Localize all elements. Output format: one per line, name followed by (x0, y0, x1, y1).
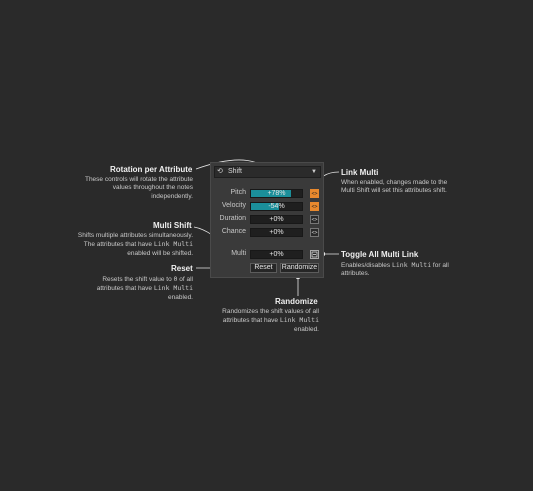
reset-annotation-line2 (60, 284, 193, 293)
velocity-link-multi-toggle[interactable]: <> (311, 204, 318, 210)
duration-link-multi-toggle[interactable]: <> (311, 217, 318, 223)
duration-shift-value: +0% (269, 216, 284, 223)
toggle-all-annotation-line1-text: Enables/disables (341, 262, 391, 269)
mode-dropdown-value: Shift (228, 168, 243, 175)
randomize-annotation-line1: Randomizes the shift values of all (222, 308, 319, 315)
multi-shift-annotation-line3: enabled will be shifted. (127, 249, 193, 257)
chance-link-multi-toggle[interactable]: <> (311, 230, 318, 236)
reset-annotation-line3: enabled. (168, 293, 193, 301)
multi-shift-field[interactable] (250, 250, 303, 259)
randomize-annotation-body (185, 308, 319, 334)
multi-shift-annotation-line2 (55, 240, 193, 249)
multi-shift-value: +0% (269, 251, 284, 258)
reset-annotation-line1-end: of all (179, 276, 193, 283)
velocity-shift-value: -54% (268, 203, 285, 210)
randomize-annotation-line3: enabled. (294, 325, 319, 333)
pitch-link-multi-toggle[interactable]: <> (311, 191, 318, 197)
rotation-annotation-line2: values throughout the notes (112, 184, 193, 192)
reset-button[interactable]: Reset (250, 263, 277, 273)
reset-annotation-title: Reset (171, 264, 193, 273)
multi-shift-annotation-line1: Shifts multiple attributes simultaneously. (77, 232, 193, 239)
link-multi-annotation-title: Link Multi (341, 168, 379, 177)
randomize-annotation-title: Randomize (275, 297, 318, 306)
reset-annotation-line1 (60, 275, 193, 284)
velocity-label: Velocity (221, 202, 246, 209)
rotation-annotation-body (60, 176, 193, 201)
chance-shift-field[interactable] (250, 228, 303, 237)
multi-shift-annotation-code: Link Multi (153, 240, 193, 249)
link-multi-annotation-body (341, 179, 481, 196)
pitch-shift-value: +78% (267, 190, 286, 197)
reset-annotation-body (60, 275, 193, 302)
rotation-annotation-line1: These controls will rotate the attribute (84, 176, 193, 183)
randomize-annotation-line2-text: attributes that have (222, 317, 279, 325)
chevron-down-icon: ▼ (311, 169, 317, 175)
duration-label: Duration (219, 215, 246, 222)
reset-annotation-code-zero: 0 (173, 275, 178, 283)
rotate-icon: ⟲ (217, 168, 223, 175)
toggle-all-annotation-line2: attributes. (341, 270, 370, 278)
multi-label: Multi (231, 250, 246, 257)
randomize-annotation-line2 (185, 316, 319, 325)
duration-shift-field[interactable] (250, 215, 303, 224)
chance-shift-value: +0% (269, 229, 284, 236)
toggle-all-annotation-line1-end: for all (432, 262, 449, 269)
reset-annotation-line2-text: attributes that have (96, 285, 153, 293)
mode-dropdown[interactable] (214, 166, 321, 178)
multi-shift-annotation-title: Multi Shift (153, 221, 192, 230)
velocity-shift-field[interactable] (250, 202, 303, 211)
link-multi-annotation-line2: Multi Shift will set this attributes shift. (341, 187, 447, 195)
toggle-all-icon (311, 251, 318, 258)
reset-annotation-line1-text: Resets the shift value to (102, 276, 172, 283)
toggle-all-annotation-body (341, 261, 481, 279)
multi-shift-annotation-body (55, 232, 193, 258)
chance-label: Chance (221, 228, 246, 235)
randomize-annotation-code: Link Multi (279, 316, 319, 325)
pitch-label: Pitch (230, 189, 246, 196)
link-multi-annotation-line1: When enabled, changes made to the (341, 179, 448, 186)
rotation-annotation-line3: independently. (151, 192, 193, 200)
toggle-all-annotation-title: Toggle All Multi Link (341, 250, 419, 259)
rotation-annotation-title: Rotation per Attribute (110, 165, 193, 174)
toggle-all-annotation-line1 (341, 261, 481, 270)
reset-annotation-code: Link Multi (153, 284, 193, 293)
toggle-all-multi-link-button[interactable] (310, 250, 319, 259)
multi-shift-annotation-line2-text: The attributes that have (83, 241, 153, 249)
toggle-all-annotation-code: Link Multi (391, 261, 432, 269)
pitch-shift-field[interactable] (250, 189, 303, 198)
randomize-button[interactable]: Randomize (281, 264, 318, 271)
